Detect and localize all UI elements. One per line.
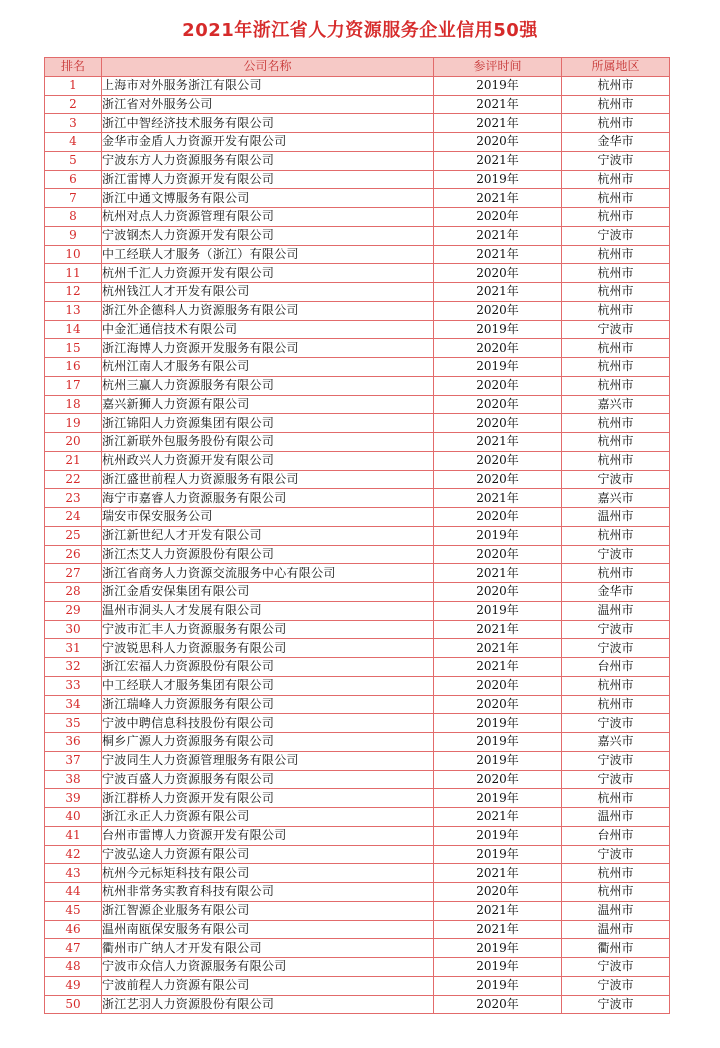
company-name-cell: 杭州千汇人力资源开发有限公司 (102, 264, 434, 283)
year-cell: 2021年 (434, 864, 562, 883)
year-cell: 2019年 (434, 76, 562, 95)
region-cell: 宁波市 (562, 751, 670, 770)
table-row (45, 208, 670, 227)
region-cell: 杭州市 (562, 414, 670, 433)
rank-cell: 43 (45, 864, 102, 883)
region-cell: 嘉兴市 (562, 733, 670, 752)
rank-cell: 20 (45, 433, 102, 452)
region-cell: 衢州市 (562, 939, 670, 958)
rank-cell: 32 (45, 658, 102, 677)
table-row (45, 395, 670, 414)
year-cell: 2019年 (434, 826, 562, 845)
table-row (45, 320, 670, 339)
rank-cell: 10 (45, 245, 102, 264)
year-cell: 2020年 (434, 545, 562, 564)
region-cell: 宁波市 (562, 995, 670, 1014)
rank-cell: 21 (45, 451, 102, 470)
rank-cell: 23 (45, 489, 102, 508)
table-row (45, 751, 670, 770)
year-cell: 2019年 (434, 845, 562, 864)
company-name-cell: 宁波锐思科人力资源服务有限公司 (102, 639, 434, 658)
company-name-cell: 浙江艺羽人力资源股份有限公司 (102, 995, 434, 1014)
year-cell: 2020年 (434, 883, 562, 902)
year-cell: 2021年 (434, 639, 562, 658)
region-cell: 杭州市 (562, 451, 670, 470)
company-name-cell: 浙江锦阳人力资源集团有限公司 (102, 414, 434, 433)
table-row (45, 564, 670, 583)
company-name-cell: 浙江宏福人力资源股份有限公司 (102, 658, 434, 677)
company-name-cell: 浙江新世纪人才开发有限公司 (102, 526, 434, 545)
rank-cell: 5 (45, 151, 102, 170)
company-name-cell: 桐乡广源人力资源服务有限公司 (102, 733, 434, 752)
year-cell: 2020年 (434, 470, 562, 489)
rank-cell: 7 (45, 189, 102, 208)
region-cell: 杭州市 (562, 264, 670, 283)
table-row (45, 170, 670, 189)
region-cell: 杭州市 (562, 339, 670, 358)
table-row (45, 676, 670, 695)
company-name-cell: 宁波东方人力资源服务有限公司 (102, 151, 434, 170)
rank-cell: 30 (45, 620, 102, 639)
year-cell: 2020年 (434, 583, 562, 602)
company-name-cell: 浙江永正人力资源有限公司 (102, 808, 434, 827)
table-row (45, 189, 670, 208)
company-name-cell: 杭州非常务实教育科技有限公司 (102, 883, 434, 902)
year-cell: 2020年 (434, 339, 562, 358)
region-cell: 宁波市 (562, 226, 670, 245)
company-name-cell: 浙江雷博人力资源开发有限公司 (102, 170, 434, 189)
region-cell: 杭州市 (562, 170, 670, 189)
year-cell: 2020年 (434, 395, 562, 414)
company-name-cell: 瑞安市保安服务公司 (102, 508, 434, 527)
company-name-cell: 杭州江南人才服务有限公司 (102, 358, 434, 377)
company-name-cell: 浙江杰艾人力资源股份有限公司 (102, 545, 434, 564)
region-cell: 宁波市 (562, 620, 670, 639)
company-name-cell: 浙江中智经济技术服务有限公司 (102, 114, 434, 133)
company-name-cell: 浙江外企德科人力资源服务有限公司 (102, 301, 434, 320)
rank-cell: 6 (45, 170, 102, 189)
company-name-cell: 宁波百盛人力资源服务有限公司 (102, 770, 434, 789)
table-row (45, 114, 670, 133)
year-cell: 2020年 (434, 264, 562, 283)
year-cell: 2021年 (434, 114, 562, 133)
region-cell: 杭州市 (562, 208, 670, 227)
rank-cell: 45 (45, 901, 102, 920)
company-name-cell: 浙江中通文博服务有限公司 (102, 189, 434, 208)
rank-cell: 17 (45, 376, 102, 395)
table-row (45, 901, 670, 920)
table-row (45, 545, 670, 564)
company-name-cell: 杭州对点人力资源管理有限公司 (102, 208, 434, 227)
region-cell: 杭州市 (562, 358, 670, 377)
table-row (45, 76, 670, 95)
year-cell: 2020年 (434, 676, 562, 695)
company-name-cell: 嘉兴新狮人力资源有限公司 (102, 395, 434, 414)
year-cell: 2019年 (434, 320, 562, 339)
region-cell: 杭州市 (562, 245, 670, 264)
company-name-cell: 浙江金盾安保集团有限公司 (102, 583, 434, 602)
rank-cell: 28 (45, 583, 102, 602)
rank-cell: 13 (45, 301, 102, 320)
year-cell: 2021年 (434, 283, 562, 302)
table-row (45, 639, 670, 658)
header-rank: 排名 (45, 58, 102, 77)
header-company-name: 公司名称 (102, 58, 434, 77)
year-cell: 2021年 (434, 901, 562, 920)
rank-cell: 38 (45, 770, 102, 789)
region-cell: 杭州市 (562, 883, 670, 902)
table-row (45, 658, 670, 677)
table-row (45, 920, 670, 939)
region-cell: 宁波市 (562, 545, 670, 564)
table-row (45, 451, 670, 470)
rank-cell: 15 (45, 339, 102, 358)
region-cell: 宁波市 (562, 770, 670, 789)
table-row (45, 226, 670, 245)
year-cell: 2019年 (434, 751, 562, 770)
company-name-cell: 中金汇通信技术有限公司 (102, 320, 434, 339)
table-row (45, 526, 670, 545)
table-row (45, 358, 670, 377)
table-row (45, 489, 670, 508)
region-cell: 嘉兴市 (562, 395, 670, 414)
company-name-cell: 台州市雷博人力资源开发有限公司 (102, 826, 434, 845)
year-cell: 2021年 (434, 564, 562, 583)
table-row (45, 789, 670, 808)
table-row (45, 733, 670, 752)
rank-cell: 34 (45, 695, 102, 714)
rank-cell: 16 (45, 358, 102, 377)
rank-cell: 22 (45, 470, 102, 489)
region-cell: 杭州市 (562, 695, 670, 714)
rank-cell: 47 (45, 939, 102, 958)
rank-cell: 1 (45, 76, 102, 95)
table-row (45, 620, 670, 639)
rank-cell: 36 (45, 733, 102, 752)
rank-cell: 29 (45, 601, 102, 620)
region-cell: 杭州市 (562, 189, 670, 208)
year-cell: 2019年 (434, 601, 562, 620)
region-cell: 宁波市 (562, 714, 670, 733)
year-cell: 2020年 (434, 376, 562, 395)
year-cell: 2020年 (434, 995, 562, 1014)
rank-cell: 46 (45, 920, 102, 939)
table-row (45, 808, 670, 827)
rank-cell: 11 (45, 264, 102, 283)
year-cell: 2019年 (434, 958, 562, 977)
company-name-cell: 宁波弘途人力资源有限公司 (102, 845, 434, 864)
year-cell: 2020年 (434, 414, 562, 433)
table-row (45, 95, 670, 114)
company-name-cell: 浙江瑞峰人力资源服务有限公司 (102, 695, 434, 714)
company-name-cell: 浙江新联外包服务股份有限公司 (102, 433, 434, 452)
company-name-cell: 浙江盛世前程人力资源服务有限公司 (102, 470, 434, 489)
table-row (45, 714, 670, 733)
page-title: 2021年浙江省人力资源服务企业信用50强 (182, 20, 538, 41)
rank-cell: 26 (45, 545, 102, 564)
company-name-cell: 杭州政兴人力资源开发有限公司 (102, 451, 434, 470)
region-cell: 杭州市 (562, 283, 670, 302)
company-name-cell: 浙江省对外服务公司 (102, 95, 434, 114)
company-name-cell: 海宁市嘉睿人力资源服务有限公司 (102, 489, 434, 508)
rank-cell: 19 (45, 414, 102, 433)
year-cell: 2020年 (434, 508, 562, 527)
company-name-cell: 中工经联人才服务集团有限公司 (102, 676, 434, 695)
rank-cell: 40 (45, 808, 102, 827)
table-row (45, 770, 670, 789)
table-row (45, 376, 670, 395)
table-row (45, 864, 670, 883)
table-row (45, 264, 670, 283)
year-cell: 2019年 (434, 526, 562, 545)
company-name-cell: 宁波前程人力资源有限公司 (102, 976, 434, 995)
region-cell: 杭州市 (562, 433, 670, 452)
region-cell: 宁波市 (562, 470, 670, 489)
company-name-cell: 宁波同生人力资源管理服务有限公司 (102, 751, 434, 770)
company-name-cell: 衢州市广纳人才开发有限公司 (102, 939, 434, 958)
year-cell: 2019年 (434, 939, 562, 958)
table-row (45, 508, 670, 527)
table-row (45, 433, 670, 452)
year-cell: 2021年 (434, 189, 562, 208)
company-name-cell: 浙江海博人力资源开发服务有限公司 (102, 339, 434, 358)
company-name-cell: 宁波市汇丰人力资源服务有限公司 (102, 620, 434, 639)
table-row (45, 583, 670, 602)
region-cell: 杭州市 (562, 376, 670, 395)
rank-cell: 3 (45, 114, 102, 133)
rank-cell: 24 (45, 508, 102, 527)
rank-cell: 44 (45, 883, 102, 902)
company-name-cell: 温州市洞头人才发展有限公司 (102, 601, 434, 620)
region-cell: 杭州市 (562, 676, 670, 695)
table-row (45, 601, 670, 620)
company-name-cell: 宁波中聘信息科技股份有限公司 (102, 714, 434, 733)
table-row (45, 826, 670, 845)
region-cell: 杭州市 (562, 564, 670, 583)
table-header-row (45, 58, 670, 77)
year-cell: 2021年 (434, 245, 562, 264)
region-cell: 杭州市 (562, 76, 670, 95)
rank-cell: 42 (45, 845, 102, 864)
region-cell: 宁波市 (562, 976, 670, 995)
year-cell: 2021年 (434, 226, 562, 245)
company-name-cell: 中工经联人才服务（浙江）有限公司 (102, 245, 434, 264)
year-cell: 2021年 (434, 95, 562, 114)
year-cell: 2021年 (434, 433, 562, 452)
region-cell: 温州市 (562, 808, 670, 827)
region-cell: 宁波市 (562, 958, 670, 977)
table-row (45, 301, 670, 320)
region-cell: 宁波市 (562, 320, 670, 339)
table-row (45, 995, 670, 1014)
table-row (45, 470, 670, 489)
header-region: 所属地区 (562, 58, 670, 77)
company-name-cell: 金华市金盾人力资源开发有限公司 (102, 133, 434, 152)
table-row (45, 958, 670, 977)
ranking-table (44, 57, 670, 1014)
region-cell: 温州市 (562, 508, 670, 527)
company-name-cell: 浙江群桥人力资源开发有限公司 (102, 789, 434, 808)
table-row (45, 939, 670, 958)
table-row (45, 339, 670, 358)
year-cell: 2021年 (434, 920, 562, 939)
year-cell: 2021年 (434, 620, 562, 639)
region-cell: 杭州市 (562, 114, 670, 133)
rank-cell: 8 (45, 208, 102, 227)
rank-cell: 14 (45, 320, 102, 339)
year-cell: 2020年 (434, 133, 562, 152)
rank-cell: 18 (45, 395, 102, 414)
year-cell: 2020年 (434, 208, 562, 227)
table-row (45, 845, 670, 864)
header-evaluation-year: 参评时间 (434, 58, 562, 77)
rank-cell: 27 (45, 564, 102, 583)
rank-cell: 50 (45, 995, 102, 1014)
year-cell: 2021年 (434, 808, 562, 827)
company-name-cell: 杭州今元标矩科技有限公司 (102, 864, 434, 883)
year-cell: 2019年 (434, 170, 562, 189)
year-cell: 2020年 (434, 451, 562, 470)
region-cell: 宁波市 (562, 151, 670, 170)
region-cell: 杭州市 (562, 789, 670, 808)
rank-cell: 31 (45, 639, 102, 658)
company-name-cell: 宁波钢杰人力资源开发有限公司 (102, 226, 434, 245)
year-cell: 2019年 (434, 733, 562, 752)
rank-cell: 4 (45, 133, 102, 152)
year-cell: 2020年 (434, 301, 562, 320)
company-name-cell: 浙江省商务人力资源交流服务中心有限公司 (102, 564, 434, 583)
region-cell: 杭州市 (562, 526, 670, 545)
table-row (45, 883, 670, 902)
company-name-cell: 浙江智源企业服务有限公司 (102, 901, 434, 920)
region-cell: 金华市 (562, 583, 670, 602)
region-cell: 杭州市 (562, 864, 670, 883)
rank-cell: 9 (45, 226, 102, 245)
year-cell: 2020年 (434, 695, 562, 714)
region-cell: 宁波市 (562, 639, 670, 658)
year-cell: 2021年 (434, 489, 562, 508)
table-row (45, 245, 670, 264)
table-row (45, 283, 670, 302)
rank-cell: 49 (45, 976, 102, 995)
company-name-cell: 温州南瓯保安服务有限公司 (102, 920, 434, 939)
rank-cell: 39 (45, 789, 102, 808)
region-cell: 杭州市 (562, 95, 670, 114)
year-cell: 2019年 (434, 789, 562, 808)
region-cell: 温州市 (562, 920, 670, 939)
region-cell: 温州市 (562, 601, 670, 620)
year-cell: 2020年 (434, 770, 562, 789)
company-name-cell: 上海市对外服务浙江有限公司 (102, 76, 434, 95)
table-body (45, 76, 670, 1014)
year-cell: 2019年 (434, 358, 562, 377)
company-name-cell: 杭州钱江人才开发有限公司 (102, 283, 434, 302)
year-cell: 2021年 (434, 658, 562, 677)
rank-cell: 41 (45, 826, 102, 845)
region-cell: 台州市 (562, 658, 670, 677)
region-cell: 宁波市 (562, 845, 670, 864)
rank-cell: 25 (45, 526, 102, 545)
region-cell: 嘉兴市 (562, 489, 670, 508)
table-row (45, 976, 670, 995)
rank-cell: 33 (45, 676, 102, 695)
rank-cell: 12 (45, 283, 102, 302)
region-cell: 温州市 (562, 901, 670, 920)
table-row (45, 133, 670, 152)
year-cell: 2019年 (434, 714, 562, 733)
company-name-cell: 宁波市众信人力资源服务有限公司 (102, 958, 434, 977)
year-cell: 2019年 (434, 976, 562, 995)
company-name-cell: 杭州三赢人力资源服务有限公司 (102, 376, 434, 395)
rank-cell: 35 (45, 714, 102, 733)
table-row (45, 151, 670, 170)
region-cell: 金华市 (562, 133, 670, 152)
year-cell: 2021年 (434, 151, 562, 170)
region-cell: 杭州市 (562, 301, 670, 320)
rank-cell: 2 (45, 95, 102, 114)
rank-cell: 48 (45, 958, 102, 977)
region-cell: 台州市 (562, 826, 670, 845)
rank-cell: 37 (45, 751, 102, 770)
table-row (45, 414, 670, 433)
table-row (45, 695, 670, 714)
